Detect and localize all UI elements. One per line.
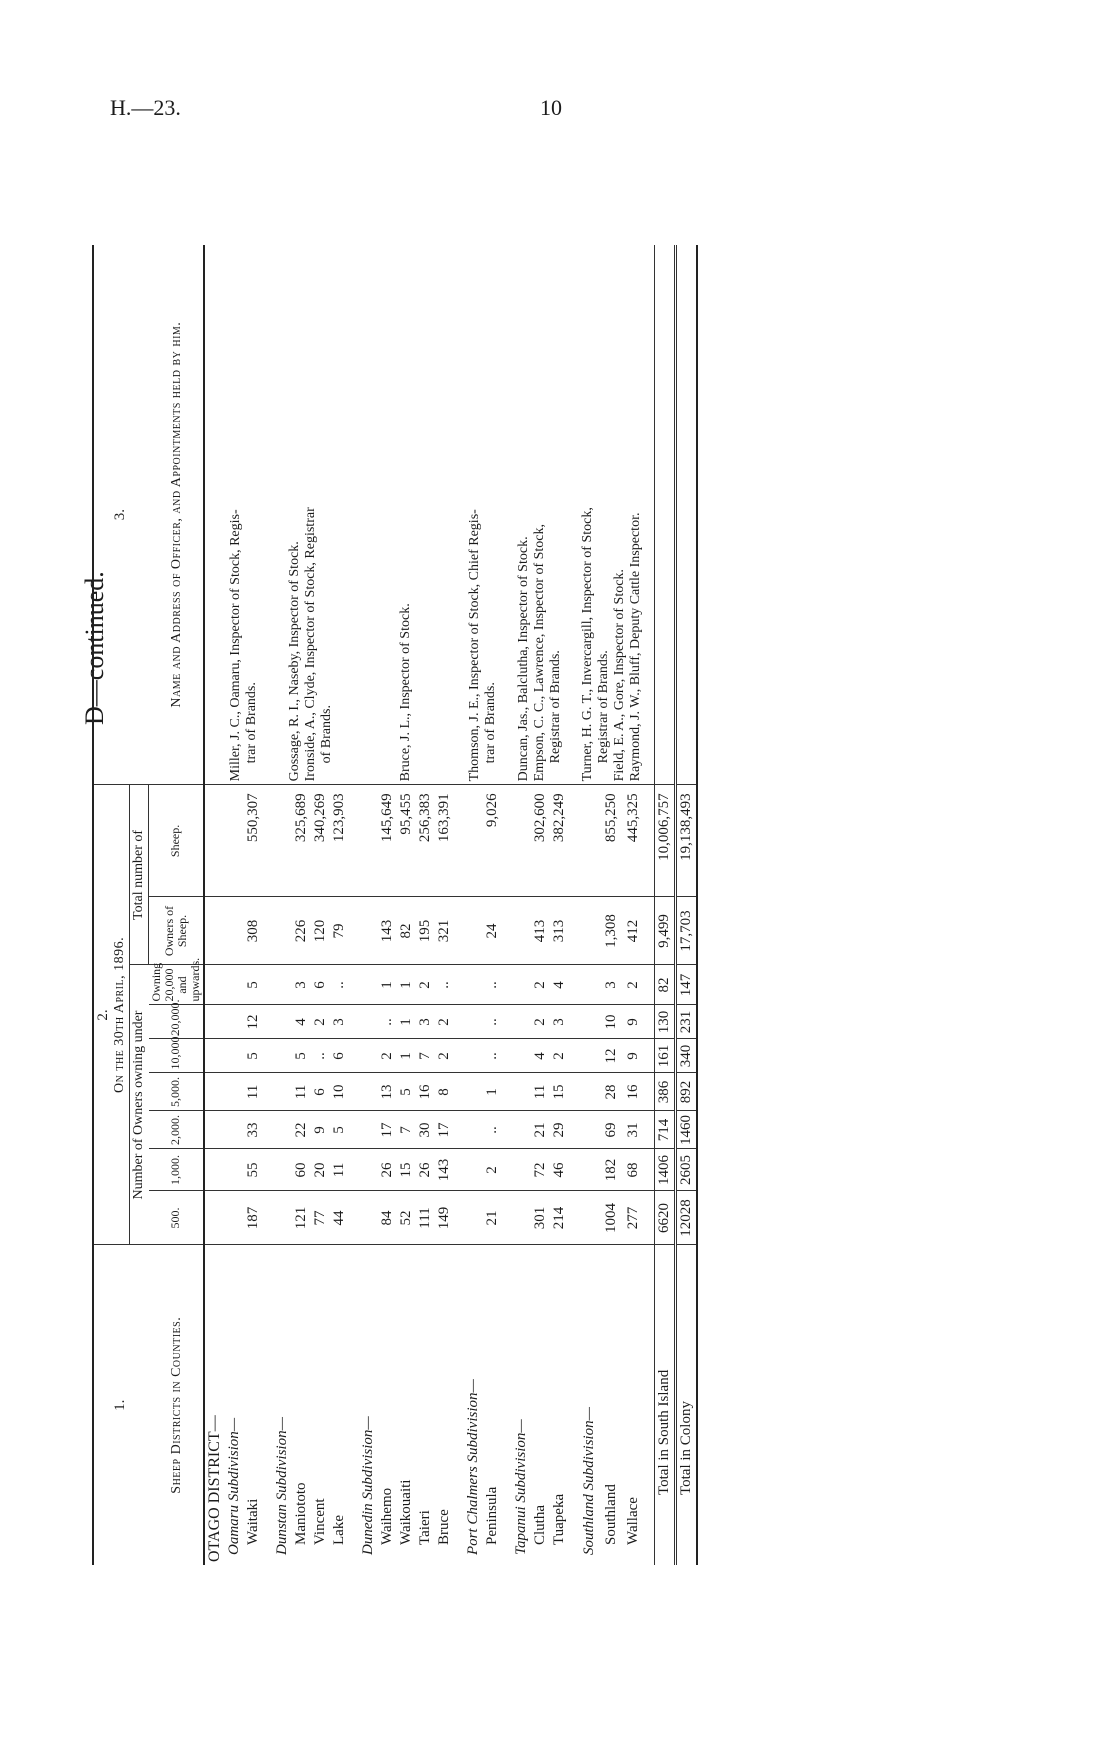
sheep-total: 9,026 (483, 785, 502, 897)
officer-line: trar of Brands. (243, 682, 259, 764)
officer-line: Bruce, J. L., Inspector of Stock. (398, 603, 413, 782)
officer-line: Thomson, J. E., Inspector of Stock, Chief Regis- (466, 509, 482, 782)
owners-b1000: 46 (550, 1149, 569, 1191)
sheep-total: 95,455 (397, 785, 416, 897)
owners-of-sheep: 79 (330, 897, 349, 965)
band-500-header: 500. (149, 1191, 204, 1245)
owners-b5000: 16 (416, 1073, 435, 1111)
owners-b5000: 28 (601, 1073, 623, 1111)
officer-line: Turner, H. G. T., Invercargill, Inspector of Stock, (579, 507, 595, 782)
subdivision-name: Dunedin Subdivision— (359, 1416, 376, 1555)
owners-up: .. (330, 965, 349, 1005)
col2-number: 2. (95, 1009, 111, 1021)
owners-b10000: 2 (378, 1039, 397, 1073)
total-b20000: 231 (676, 1005, 698, 1039)
owners-b10000: 5 (292, 1039, 311, 1073)
owners-up: 3 (601, 965, 623, 1005)
total-row (655, 245, 676, 1565)
officer-line: of Brands. (318, 705, 334, 764)
total-label: Total in South Island (655, 1245, 676, 1565)
owners-b10000: 1 (397, 1039, 416, 1073)
total-b500: 12028 (676, 1191, 698, 1245)
owners-b2000: 17 (378, 1111, 397, 1149)
county-name: Southland (603, 1484, 619, 1545)
owners-up: 2 (416, 965, 435, 1005)
owners-up: 5 (244, 965, 263, 1005)
owners-of-sheep: 195 (416, 897, 435, 965)
owners-b500: 52 (397, 1191, 416, 1245)
owners-b1000: 11 (330, 1149, 349, 1191)
sheep-total: 163,391 (435, 785, 454, 897)
officer-line: Registrar of Brands. (548, 650, 563, 764)
owners-b1000: 68 (623, 1149, 645, 1191)
owners-b1000: 182 (601, 1149, 623, 1191)
owners-b10000: 2 (435, 1039, 454, 1073)
owners-up: 6 (311, 965, 330, 1005)
owners-up: .. (483, 965, 502, 1005)
owners-b20000: 3 (550, 1005, 569, 1039)
col3-title: Name and Address of Officer, and Appointments held by him. (168, 321, 184, 708)
county-name: Peninsula (483, 1486, 500, 1545)
band-2000-header: 2,000. (149, 1111, 204, 1149)
owners-b20000: 12 (244, 1005, 263, 1039)
officer-line: Ironside, A., Clyde, Inspector of Stock, Registrar (302, 507, 318, 782)
owners-b5000: 15 (550, 1073, 569, 1111)
owners-b10000: 6 (330, 1039, 349, 1073)
sheep-total: 123,903 (330, 785, 349, 897)
subdivision-header-row (273, 245, 292, 1565)
county-name: Waitaki (244, 1498, 261, 1545)
owners-b5000: 11 (244, 1073, 263, 1111)
owners-b10000: 9 (623, 1039, 645, 1073)
total-b1000: 1406 (655, 1149, 676, 1191)
owners-b1000: 60 (292, 1149, 311, 1191)
owners-up: 4 (550, 965, 569, 1005)
total-b20000: 130 (655, 1005, 676, 1039)
owners-b20000: .. (378, 1005, 397, 1039)
band-20000-header: 20,000. (149, 1005, 204, 1039)
owners-b500: 77 (311, 1191, 330, 1245)
owners-b10000: 5 (244, 1039, 263, 1073)
owners-b2000: 9 (311, 1111, 330, 1149)
owners-up: 1 (397, 965, 416, 1005)
total-row (676, 245, 698, 1565)
owners-b20000: .. (483, 1005, 502, 1039)
officer-line: trar of Brands. (482, 682, 498, 764)
sheep-total: 445,325 (623, 785, 645, 897)
subdivision-name: Tapanui Subdivision— (512, 1419, 529, 1555)
owners-b20000: 2 (435, 1005, 454, 1039)
total-b2000: 1460 (676, 1111, 698, 1149)
owners-b1000: 55 (244, 1149, 263, 1191)
county-name: Taieri (416, 1510, 433, 1545)
owners-b1000: 26 (416, 1149, 435, 1191)
sheep-total: 302,600 (531, 785, 550, 897)
total-b500: 6620 (655, 1191, 676, 1245)
owners-b5000: 1 (483, 1073, 502, 1111)
owners-of-sheep: 82 (397, 897, 416, 965)
owners-up: 1 (378, 965, 397, 1005)
county-name: Bruce (435, 1509, 452, 1545)
total-b10000: 340 (676, 1039, 698, 1073)
owners-b1000: 143 (435, 1149, 454, 1191)
owners-b500: 149 (435, 1191, 454, 1245)
sheep-total: 550,307 (244, 785, 263, 897)
owners-b5000: 10 (330, 1073, 349, 1111)
sheep-returns-table (92, 245, 702, 1565)
subdivision-name: Southland Subdivision— (581, 1407, 597, 1555)
owners-of-sheep: 226 (292, 897, 311, 965)
subdivision-name: Oamaru Subdivision— (225, 1417, 242, 1555)
owners-b10000: 4 (531, 1039, 550, 1073)
owners-b5000: 16 (623, 1073, 645, 1111)
subdivision-header-row (512, 245, 531, 1565)
officer-cell (225, 245, 263, 785)
subdivision-header-row (464, 245, 483, 1565)
owners-b10000: 2 (550, 1039, 569, 1073)
owners-of-sheep: 120 (311, 897, 330, 965)
owners-b5000: 6 (311, 1073, 330, 1111)
owners-b1000: 15 (397, 1149, 416, 1191)
owners-b5000: 8 (435, 1073, 454, 1111)
owners-b2000: 21 (531, 1111, 550, 1149)
sheep-total: 145,649 (378, 785, 397, 897)
owners-of-sheep: 24 (483, 897, 502, 965)
officer-cell (273, 245, 349, 785)
total-b2000: 714 (655, 1111, 676, 1149)
sheep-returns-table-page (92, 245, 852, 1565)
owners-b500: 301 (531, 1191, 550, 1245)
sheep-total: 340,269 (311, 785, 330, 897)
total-b1000: 2605 (676, 1149, 698, 1191)
district-name: OTAGO DISTRICT— (205, 1415, 223, 1562)
owners-group-header: Number of Owners owning under (130, 965, 149, 1245)
subdivision-header-row (225, 245, 244, 1565)
owners-b5000: 5 (397, 1073, 416, 1111)
owners-b500: 121 (292, 1191, 311, 1245)
owners-of-sheep: 321 (435, 897, 454, 965)
total-b5000: 386 (655, 1073, 676, 1111)
owners-b20000: 2 (311, 1005, 330, 1039)
owners-b20000: 2 (531, 1005, 550, 1039)
officer-cell (359, 245, 454, 785)
owners-up: 2 (623, 965, 645, 1005)
owners-b1000: 2 (483, 1149, 502, 1191)
owners-b500: 84 (378, 1191, 397, 1245)
county-name: Wallace (625, 1497, 641, 1545)
band-10000-header: 10,000. (149, 1039, 204, 1073)
owners-of-sheep-header: Owners of Sheep. (149, 897, 204, 965)
col3-number: 3. (111, 509, 128, 521)
officer-cell (579, 245, 645, 785)
county-name: Tuapeka (550, 1493, 567, 1545)
total-up: 82 (655, 965, 676, 1005)
owners-b2000: 31 (623, 1111, 645, 1149)
county-name: Clutha (531, 1505, 548, 1545)
col1-number: 1. (111, 1399, 128, 1411)
owners-of-sheep: 1,308 (601, 897, 623, 965)
owners-b10000: .. (311, 1039, 330, 1073)
table-continued-title: D—continued. (80, 571, 109, 725)
county-name: Vincent (311, 1498, 328, 1545)
subdivision-header-row (579, 245, 601, 1565)
owners-b10000: .. (483, 1039, 502, 1073)
owners-b500: 214 (550, 1191, 569, 1245)
owners-b20000: 4 (292, 1005, 311, 1039)
col1-title: Sheep Districts in Counties. (168, 1316, 184, 1494)
officer-line: Registrar of Brands. (595, 650, 611, 764)
total-up: 147 (676, 965, 698, 1005)
officer-line: Empson, C. C., Lawrence, Inspector of Stock, (532, 523, 547, 782)
band-5000-header: 5,000. (149, 1073, 204, 1111)
owners-b2000: 29 (550, 1111, 569, 1149)
owners-of-sheep: 308 (244, 897, 263, 965)
total-owners: 9,499 (655, 897, 676, 965)
owners-b10000: 7 (416, 1039, 435, 1073)
owners-b20000: 9 (623, 1005, 645, 1039)
owners-b500: 111 (416, 1191, 435, 1245)
owners-b1000: 20 (311, 1149, 330, 1191)
owners-b500: 1004 (601, 1191, 623, 1245)
page-number: 10 (540, 95, 562, 120)
owners-b2000: 30 (416, 1111, 435, 1149)
band-upwards-header: Owning 20,000 and upwards. (149, 965, 204, 1005)
officer-line: Field, E. A., Gore, Inspector of Stock. (611, 569, 627, 782)
owners-of-sheep: 143 (378, 897, 397, 965)
owners-b2000: .. (483, 1111, 502, 1149)
sheep-total: 855,250 (601, 785, 623, 897)
county-name: Lake (330, 1515, 347, 1545)
total-b10000: 161 (655, 1039, 676, 1073)
owners-b2000: 5 (330, 1111, 349, 1149)
owners-b2000: 7 (397, 1111, 416, 1149)
owners-of-sheep: 313 (550, 897, 569, 965)
county-name: Maniototo (292, 1482, 309, 1545)
owners-b20000: 1 (397, 1005, 416, 1039)
subdivision-name: Dunstan Subdivision— (273, 1417, 290, 1555)
col2-title: On the 30th April, 1896. (112, 936, 127, 1093)
total-sheep: 10,006,757 (655, 785, 676, 897)
total-sheep: 19,138,493 (676, 785, 698, 897)
owners-b1000: 26 (378, 1149, 397, 1191)
officer-line: Duncan, Jas., Balclutha, Inspector of Stock. (516, 536, 531, 782)
sheep-total: 325,689 (292, 785, 311, 897)
owners-b2000: 69 (601, 1111, 623, 1149)
page-code: H.—23. (110, 95, 181, 120)
officer-cell (464, 245, 502, 785)
officer-line: Miller, J. C., Oamaru, Inspector of Stock, Regis- (227, 509, 243, 782)
total-group-header: Total number of (130, 785, 149, 965)
owners-b10000: 12 (601, 1039, 623, 1073)
owners-b20000: 3 (416, 1005, 435, 1039)
officer-line: Gossage, R. I., Naseby, Inspector of Stock. (286, 541, 302, 782)
owners-b2000: 17 (435, 1111, 454, 1149)
owners-up: 2 (531, 965, 550, 1005)
officer-cell (512, 245, 569, 785)
owners-b5000: 11 (292, 1073, 311, 1111)
owners-b5000: 13 (378, 1073, 397, 1111)
table-body (204, 245, 703, 1565)
owners-b500: 44 (330, 1191, 349, 1245)
owners-b500: 277 (623, 1191, 645, 1245)
owners-b1000: 72 (531, 1149, 550, 1191)
owners-b5000: 11 (531, 1073, 550, 1111)
band-1000-header: 1,000. (149, 1149, 204, 1191)
total-owners: 17,703 (676, 897, 698, 965)
owners-b500: 21 (483, 1191, 502, 1245)
owners-b20000: 3 (330, 1005, 349, 1039)
subdivision-name: Port Chalmers Subdivision— (464, 1379, 481, 1555)
sheep-total: 256,383 (416, 785, 435, 897)
sheep-total: 382,249 (550, 785, 569, 897)
owners-b2000: 33 (244, 1111, 263, 1149)
owners-b2000: 22 (292, 1111, 311, 1149)
total-b5000: 892 (676, 1073, 698, 1111)
owners-b500: 187 (244, 1191, 263, 1245)
county-name: Waihemo (378, 1487, 395, 1545)
subdivision-header-row (359, 245, 378, 1565)
county-name: Waikouaiti (397, 1479, 414, 1545)
owners-of-sheep: 413 (531, 897, 550, 965)
total-label: Total in Colony (676, 1245, 698, 1565)
owners-b20000: 10 (601, 1005, 623, 1039)
sheep-header: Sheep. (149, 785, 204, 897)
owners-up: 3 (292, 965, 311, 1005)
officer-line: Raymond, J. W., Bluff, Deputy Cattle Inspector. (627, 512, 643, 782)
owners-up: .. (435, 965, 454, 1005)
owners-of-sheep: 412 (623, 897, 645, 965)
